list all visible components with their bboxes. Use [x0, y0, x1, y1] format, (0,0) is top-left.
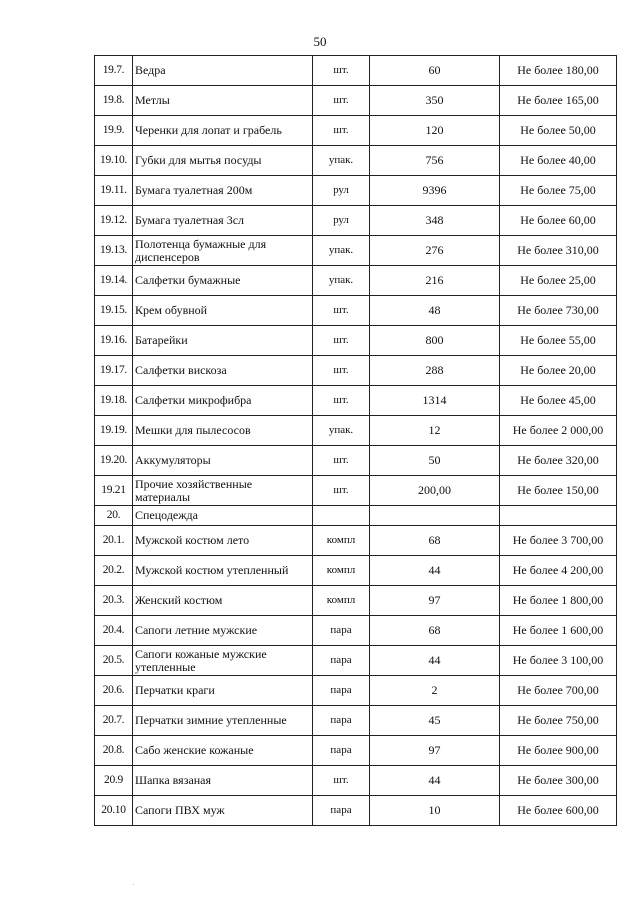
table-row	[95, 616, 617, 646]
table-row	[95, 296, 617, 326]
item-quantity: 756	[370, 146, 500, 176]
row-number: 19.10.	[95, 146, 133, 176]
row-number: 20.10	[95, 796, 133, 826]
table-row	[95, 56, 617, 86]
table-row	[95, 416, 617, 446]
item-quantity: 60	[370, 56, 500, 86]
table-row	[95, 556, 617, 586]
table-row	[95, 176, 617, 206]
item-unit: пара	[313, 736, 370, 766]
item-quantity: 97	[370, 586, 500, 616]
row-number: 20.8.	[95, 736, 133, 766]
item-name: Крем обувной	[133, 296, 313, 326]
row-number: 19.13.	[95, 236, 133, 266]
item-quantity: 2	[370, 676, 500, 706]
row-number: 19.8.	[95, 86, 133, 116]
table-row	[95, 206, 617, 236]
row-number: 19.7.	[95, 56, 133, 86]
row-number: 20.3.	[95, 586, 133, 616]
section-row	[95, 506, 617, 526]
row-number: 19.20.	[95, 446, 133, 476]
item-unit: шт.	[313, 116, 370, 146]
item-max-price: Не более 3 700,00	[500, 526, 617, 556]
item-unit: пара	[313, 676, 370, 706]
table-row	[95, 266, 617, 296]
item-quantity: 276	[370, 236, 500, 266]
item-max-price: Не более 20,00	[500, 356, 617, 386]
table-row	[95, 236, 617, 266]
table-row	[95, 796, 617, 826]
item-unit: шт.	[313, 766, 370, 796]
item-unit: рул	[313, 206, 370, 236]
row-number: 20.1.	[95, 526, 133, 556]
item-unit: упак.	[313, 146, 370, 176]
row-number: 19.18.	[95, 386, 133, 416]
item-name: Салфетки микрофибра	[133, 386, 313, 416]
item-max-price: Не более 600,00	[500, 796, 617, 826]
item-quantity: 45	[370, 706, 500, 736]
item-max-price: Не более 25,00	[500, 266, 617, 296]
row-number: 20.7.	[95, 706, 133, 736]
item-name: Сабо женские кожаные	[133, 736, 313, 766]
item-unit: шт.	[313, 86, 370, 116]
table-row	[95, 526, 617, 556]
item-name: Перчатки зимние утепленные	[133, 706, 313, 736]
item-quantity: 68	[370, 616, 500, 646]
item-unit: компл	[313, 586, 370, 616]
item-unit: пара	[313, 796, 370, 826]
item-max-price: Не более 150,00	[500, 476, 617, 506]
item-quantity: 10	[370, 796, 500, 826]
page-number: 50	[313, 34, 327, 49]
item-max-price: Не более 3 100,00	[500, 646, 617, 676]
item-unit: рул	[313, 176, 370, 206]
item-max-price	[500, 506, 617, 526]
item-quantity: 68	[370, 526, 500, 556]
table-row	[95, 766, 617, 796]
row-number: 19.15.	[95, 296, 133, 326]
row-number: 20.2.	[95, 556, 133, 586]
row-number: 19.19.	[95, 416, 133, 446]
item-name: Перчатки краги	[133, 676, 313, 706]
item-name: Салфетки бумажные	[133, 266, 313, 296]
item-name: Сапоги ПВХ муж	[133, 796, 313, 826]
item-name: Аккумуляторы	[133, 446, 313, 476]
item-quantity: 288	[370, 356, 500, 386]
row-number: 20.	[95, 506, 133, 526]
item-name: Губки для мытья посуды	[133, 146, 313, 176]
item-name: Прочие хозяйственные материалы	[133, 476, 313, 506]
item-unit: шт.	[313, 296, 370, 326]
item-max-price: Не более 1 800,00	[500, 586, 617, 616]
row-number: 19.14.	[95, 266, 133, 296]
item-name: Шапка вязаная	[133, 766, 313, 796]
item-quantity: 97	[370, 736, 500, 766]
item-quantity: 200,00	[370, 476, 500, 506]
item-max-price: Не более 310,00	[500, 236, 617, 266]
item-max-price: Не более 2 000,00	[500, 416, 617, 446]
item-unit	[313, 506, 370, 526]
row-number: 19.11.	[95, 176, 133, 206]
row-number: 20.6.	[95, 676, 133, 706]
item-max-price: Не более 60,00	[500, 206, 617, 236]
item-unit: пара	[313, 646, 370, 676]
item-max-price: Не более 900,00	[500, 736, 617, 766]
item-unit: упак.	[313, 266, 370, 296]
item-unit: пара	[313, 706, 370, 736]
table-row	[95, 146, 617, 176]
item-max-price: Не более 180,00	[500, 56, 617, 86]
item-unit: шт.	[313, 476, 370, 506]
table-row	[95, 86, 617, 116]
item-name: Салфетки вискоза	[133, 356, 313, 386]
item-quantity: 44	[370, 766, 500, 796]
item-unit: шт.	[313, 386, 370, 416]
item-name: Ведра	[133, 56, 313, 86]
item-quantity: 48	[370, 296, 500, 326]
item-max-price: Не более 1 600,00	[500, 616, 617, 646]
item-unit: шт.	[313, 446, 370, 476]
item-unit: упак.	[313, 416, 370, 446]
row-number: 20.4.	[95, 616, 133, 646]
table-row	[95, 706, 617, 736]
row-number: 19.16.	[95, 326, 133, 356]
item-name: Сапоги кожаные мужские утепленные	[133, 646, 313, 676]
item-unit: упак.	[313, 236, 370, 266]
item-quantity: 12	[370, 416, 500, 446]
item-quantity: 50	[370, 446, 500, 476]
item-quantity: 44	[370, 556, 500, 586]
row-number: 19.12.	[95, 206, 133, 236]
table-row	[95, 446, 617, 476]
item-name: Женский костюм	[133, 586, 313, 616]
table-row	[95, 356, 617, 386]
item-quantity: 1314	[370, 386, 500, 416]
table-row	[95, 646, 617, 676]
item-unit: шт.	[313, 356, 370, 386]
table-row	[95, 586, 617, 616]
item-name: Полотенца бумажные для диспенсеров	[133, 236, 313, 266]
item-quantity	[370, 506, 500, 526]
item-max-price: Не более 75,00	[500, 176, 617, 206]
item-name: Мешки для пылесосов	[133, 416, 313, 446]
item-quantity: 216	[370, 266, 500, 296]
item-unit: шт.	[313, 56, 370, 86]
item-unit: компл	[313, 526, 370, 556]
item-max-price: Не более 320,00	[500, 446, 617, 476]
item-max-price: Не более 50,00	[500, 116, 617, 146]
table-row	[95, 736, 617, 766]
item-max-price: Не более 700,00	[500, 676, 617, 706]
item-max-price: Не более 165,00	[500, 86, 617, 116]
table-row	[95, 116, 617, 146]
item-name: Спецодежда	[133, 506, 313, 526]
table-row	[95, 676, 617, 706]
item-max-price: Не более 55,00	[500, 326, 617, 356]
scan-speck	[133, 884, 134, 885]
supplies-table	[94, 55, 617, 826]
item-quantity: 120	[370, 116, 500, 146]
item-quantity: 350	[370, 86, 500, 116]
item-name: Батарейки	[133, 326, 313, 356]
row-number: 20.5.	[95, 646, 133, 676]
item-quantity: 800	[370, 326, 500, 356]
table-row	[95, 386, 617, 416]
item-max-price: Не более 4 200,00	[500, 556, 617, 586]
item-name: Мужской костюм лето	[133, 526, 313, 556]
item-max-price: Не более 40,00	[500, 146, 617, 176]
item-max-price: Не более 45,00	[500, 386, 617, 416]
table-row	[95, 476, 617, 506]
item-unit: пара	[313, 616, 370, 646]
item-max-price: Не более 730,00	[500, 296, 617, 326]
item-unit: шт.	[313, 326, 370, 356]
item-max-price: Не более 750,00	[500, 706, 617, 736]
item-name: Метлы	[133, 86, 313, 116]
item-name: Черенки для лопат и грабель	[133, 116, 313, 146]
item-quantity: 44	[370, 646, 500, 676]
row-number: 20.9	[95, 766, 133, 796]
table-row	[95, 326, 617, 356]
item-quantity: 348	[370, 206, 500, 236]
item-max-price: Не более 300,00	[500, 766, 617, 796]
item-quantity: 9396	[370, 176, 500, 206]
table-body	[95, 56, 617, 826]
row-number: 19.21	[95, 476, 133, 506]
row-number: 19.9.	[95, 116, 133, 146]
row-number: 19.17.	[95, 356, 133, 386]
item-name: Мужской костюм утепленный	[133, 556, 313, 586]
item-unit: компл	[313, 556, 370, 586]
item-name: Бумага туалетная 3сл	[133, 206, 313, 236]
item-name: Сапоги летние мужские	[133, 616, 313, 646]
item-name: Бумага туалетная 200м	[133, 176, 313, 206]
